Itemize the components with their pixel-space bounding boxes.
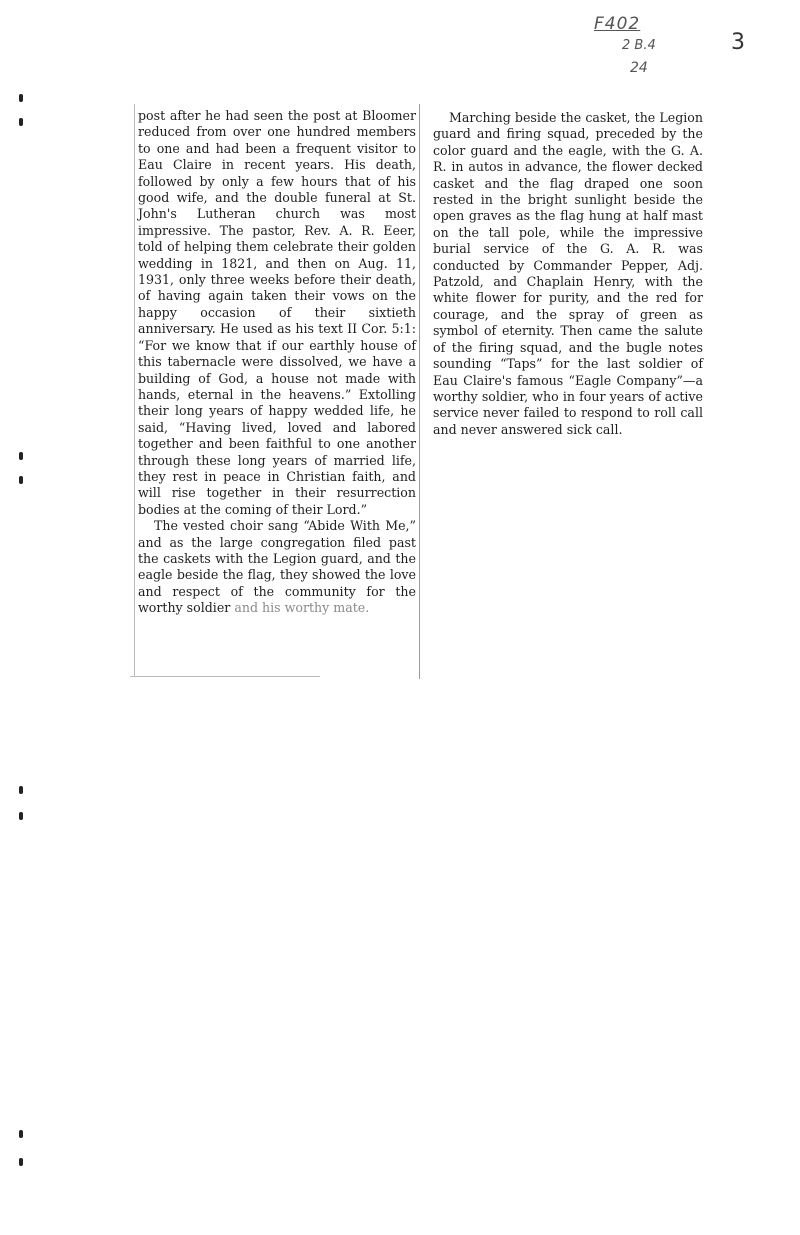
clipping-left-edge [134,104,135,676]
handwritten-sub-code: 2 B.4 [622,38,656,53]
article-paragraph-faded-tail: and his worthy mate. [234,600,370,616]
article-paragraph: Marching beside the casket, the Legion guard and firing squad, preceded by the color guard and the eagle, with the G. A. R. in autos in advance, the flower decked casket and the flag draped one soon rested in the bright sunlight beside the open graves as the flag hung at half mast on the tall pole, while the impressive burial service of the G. A. R. was conducted by Commander Pepper, Adj. Patzold, and Chaplain Henry, with the white flower for purity, and the red for courage, and the spray of green as symbol of eternity. Then came the salute of the firing squad, and the bugle notes sounding “Taps” for the last soldier of Eau Claire's famous “Eagle Company”—a worthy soldier, who in four years of active service never failed to respond to roll call and never answered sick call. [433,110,703,437]
punch-mark [19,118,23,126]
handwritten-file-code: F402 [594,14,641,34]
column-divider [419,104,420,679]
page-number: 3 [731,30,745,55]
article-column-right [433,110,703,438]
article-paragraph: post after he had seen the post at Bloomer reduced from over one hundred members to one and had been a frequent visitor to Eau Claire in recent years. His death, followed by only a few hours that of his good wife, and the double funeral at St. John's Lutheran church was most impressive. The pastor, Rev. A. R. Eeer, told of helping them celebrate their golden wedding in 1821, and then on Aug. 11, 1931, only three weeks before their death, of having again taken their vows on the happy occasion of their sixtieth anniversary. He used as his text II Cor. 5:1: “For we know that if our earthly house of this tabernacle were dissolved, we have a building of God, a house not made with hands, eternal in the heavens.” Extolling their long years of happy wedded life, he said, “Having lived, loved and labored together and been faithful to one another through these long years of married life, they rest in peace in Christian faith, and will rise together in their resurrection bodies at the coming of their Lord.” [138,108,416,517]
punch-mark [19,94,23,102]
article-column-left [138,108,416,617]
article-paragraph [138,518,416,616]
punch-mark [19,812,23,820]
punch-mark [19,476,23,484]
clipping-bottom-edge [130,676,320,677]
handwritten-number: 24 [630,60,648,76]
punch-mark [19,1130,23,1138]
punch-mark [19,786,23,794]
punch-mark [19,1158,23,1166]
article-paragraph-text: The vested choir sang “Abide With Me,” and as the large congregation filed past the caskets with the Legion guard, and the eagle beside the flag, they showed the love and respect of the community for the worthy soldier [138,518,416,616]
punch-mark [19,452,23,460]
